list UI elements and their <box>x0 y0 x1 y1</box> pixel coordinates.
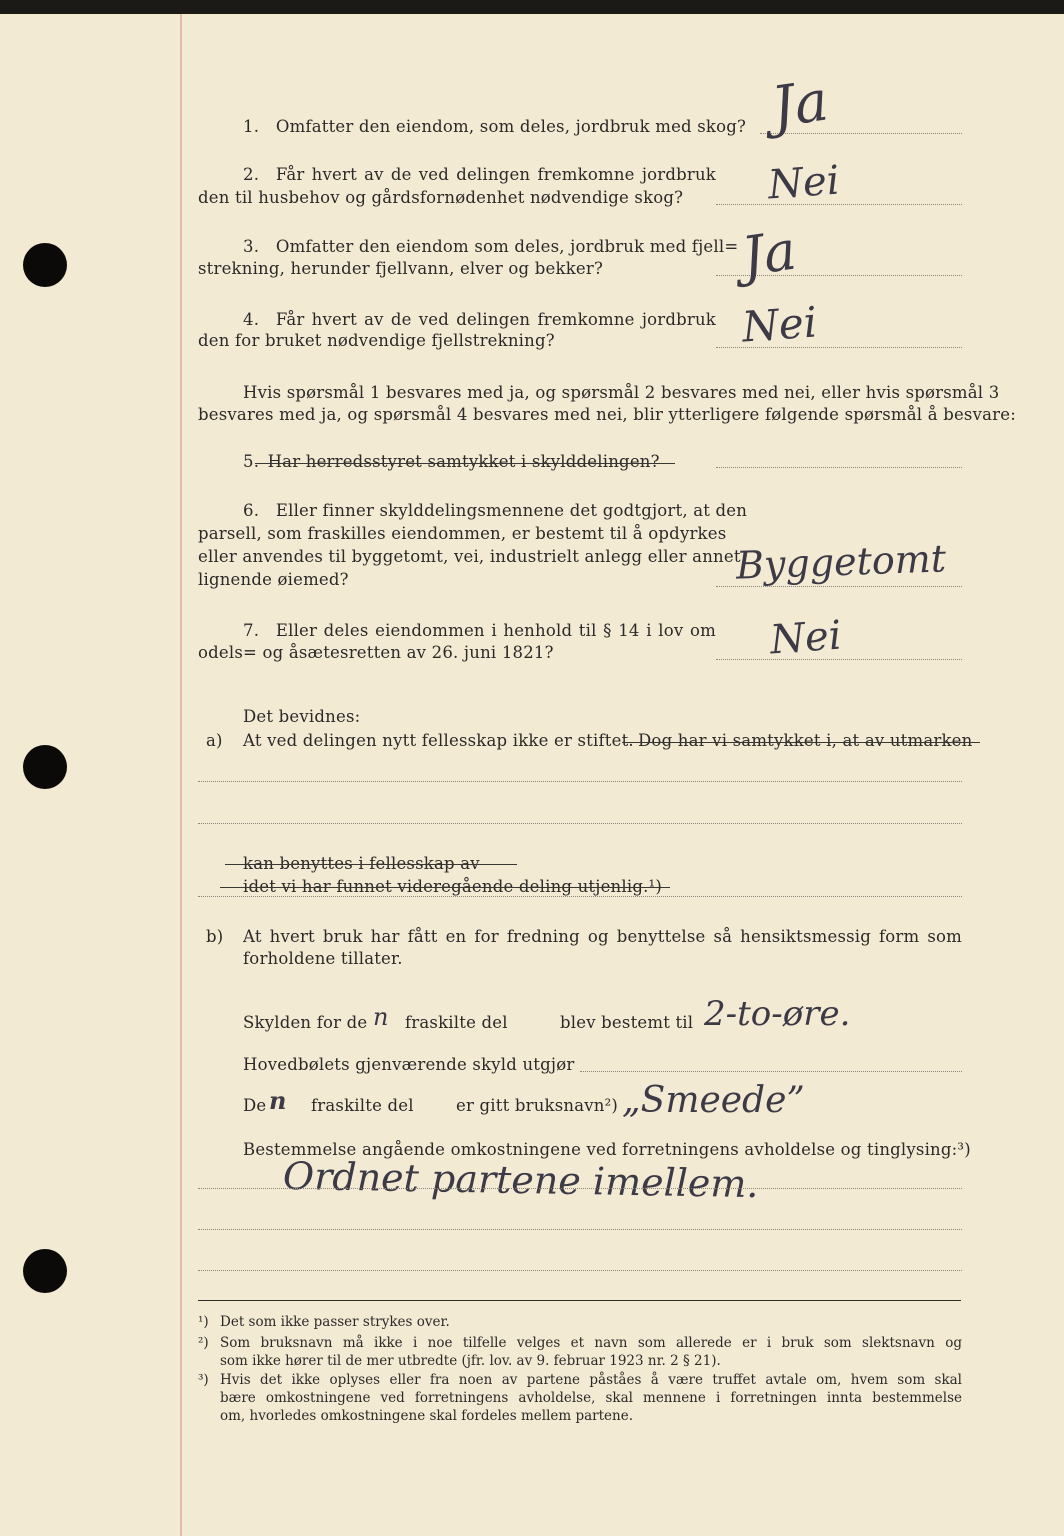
question-2-line-1: 2. Får hvert av de ved delingen fremkomne jordbruk <box>243 165 716 184</box>
blank-line <box>198 1270 962 1271</box>
question-1-answer: Ja <box>767 68 833 141</box>
instruction-line-1: Hvis spørsmål 1 besvares med ja, og spørsmål 2 besvares med nei, eller hvis spørsmål 3 <box>243 383 1000 402</box>
question-2-line-2: den til husbehov og gårdsfornødenhet nødvendige skog? <box>198 188 684 207</box>
footnote-1-mark: ¹) <box>198 1314 209 1330</box>
blank-line <box>198 1229 962 1230</box>
blank-line <box>198 896 962 897</box>
certification-heading: Det bevidnes: <box>243 707 361 726</box>
question-6-line-1: 6. Eller finner skylddelingsmennene det godtgjort, at den <box>243 501 748 520</box>
question-3-line-2: strekning, herunder fjellvann, elver og bekker? <box>198 259 603 278</box>
blank-line <box>198 1188 962 1189</box>
answer-line <box>580 1071 962 1072</box>
question-7-line-2: odels= og åsætesretten av 26. juni 1821? <box>198 643 554 662</box>
footnote-3-line-3: om, hvorledes omkostningene skal fordeles mellem partene. <box>220 1408 634 1424</box>
footnote-2-line-2: som ikke hører til de mer utbredte (jfr. lov. av 9. februar 1923 nr. 2 § 21). <box>220 1353 721 1369</box>
margin-line <box>180 14 182 1536</box>
skyld-label: Skylden for de <box>243 1013 368 1032</box>
item-b-line-2: forholdene tillater. <box>243 949 403 968</box>
question-1-text: 1. Omfatter den eiendom, som deles, jordbruk med skog? <box>243 117 747 136</box>
punch-hole <box>23 745 67 789</box>
footnote-2-mark: ²) <box>198 1335 209 1351</box>
footnote-3-line-1: Hvis det ikke oplyses eller fra noen av partene påståes å være truffet avtale om, hvem som skal <box>220 1372 962 1388</box>
footnote-3-line-2: bære omkostningene ved forretningens avholdelse, skal mennene i forretningen innta bestemmelse <box>220 1390 962 1406</box>
footnote-2-line-1: Som bruksnavn må ikke i noe tilfelle velges et navn som allerede er i bruk som slektsnavn og <box>220 1335 962 1351</box>
bruksnavn-handwritten-suffix: n <box>269 1086 287 1115</box>
item-b-line-1: At hvert bruk har fått en for fredning og benyttelse så hensiktsmessig form som <box>243 927 962 946</box>
question-6-line-2: parsell, som fraskilles eiendommen, er bestemt til å opdyrkes <box>198 524 727 543</box>
item-a-label: a) <box>206 731 223 750</box>
hovedbol-label: Hovedbølets gjenværende skyld utgjør <box>243 1055 575 1074</box>
struck-line-1: kan benyttes i fellesskap av <box>243 854 480 873</box>
strikethrough <box>225 864 517 865</box>
instruction-line-2: besvares med ja, og spørsmål 4 besvares med nei, blir ytterligere følgende spørsmål å besvare: <box>198 405 1016 424</box>
answer-line <box>716 659 962 660</box>
question-3-answer: Ja <box>737 218 800 289</box>
strikethrough <box>220 887 670 888</box>
item-a-text: At ved delingen nytt fellesskap ikke er stiftet. <box>243 731 634 750</box>
question-6-answer: Byggetomt <box>735 536 947 588</box>
item-a-struck-text: Dog har vi samtykket i, at av utmarken <box>638 731 973 750</box>
question-7-answer: Nei <box>768 612 843 664</box>
question-3-line-1: 3. Omfatter den eiendom som deles, jordbruk med fjell= <box>243 237 739 256</box>
question-6-line-4: lignende øiemed? <box>198 570 349 589</box>
answer-line <box>716 204 962 205</box>
bruksnavn-label: De <box>243 1096 267 1115</box>
omkostning-label: Bestemmelse angående omkostningene ved forretningens avholdelse og tinglysing:³) <box>243 1140 971 1159</box>
punch-hole <box>23 1249 67 1293</box>
question-4-answer: Nei <box>740 297 819 352</box>
bruksnavn-label-mid: fraskilte del <box>311 1096 414 1115</box>
question-4-line-2: den for bruket nødvendige fjellstrekning? <box>198 331 555 350</box>
struck-line-2: idet vi har funnet videregående deling utjenlig.¹) <box>243 877 662 896</box>
question-6-line-3: eller anvendes til byggetomt, vei, industrielt anlegg eller annet <box>198 547 741 566</box>
blank-line <box>198 781 962 782</box>
question-7-line-1: 7. Eller deles eiendommen i henhold til § 14 i lov om <box>243 621 716 640</box>
omkostning-answer: Ordnet partene imellem. <box>282 1153 759 1207</box>
blank-line <box>198 823 962 824</box>
bruksnavn-answer: „Smeede” <box>622 1080 805 1121</box>
question-4-line-1: 4. Får hvert av de ved delingen fremkomne jordbruk <box>243 310 716 329</box>
skyld-label-mid: fraskilte del <box>405 1013 508 1032</box>
skyld-label-suffix: blev bestemt til <box>560 1013 694 1032</box>
answer-line <box>716 467 962 468</box>
question-2-answer: Nei <box>766 157 841 209</box>
scan-top-edge <box>0 0 1064 14</box>
question-5-text: 5. Har herredsstyret samtykket i skylddelingen? <box>243 452 660 471</box>
strikethrough <box>622 742 980 743</box>
skyld-handwritten-suffix: n <box>373 1003 389 1031</box>
item-b-label: b) <box>206 927 224 946</box>
bruksnavn-label-suffix: er gitt bruksnavn²) <box>456 1096 619 1115</box>
footnote-rule <box>198 1300 961 1301</box>
footnote-3-mark: ³) <box>198 1372 209 1388</box>
strikethrough <box>255 463 675 464</box>
skyld-answer: 2-to-øre. <box>704 994 851 1034</box>
punch-hole <box>23 243 67 287</box>
footnote-1: Det som ikke passer strykes over. <box>220 1314 450 1330</box>
